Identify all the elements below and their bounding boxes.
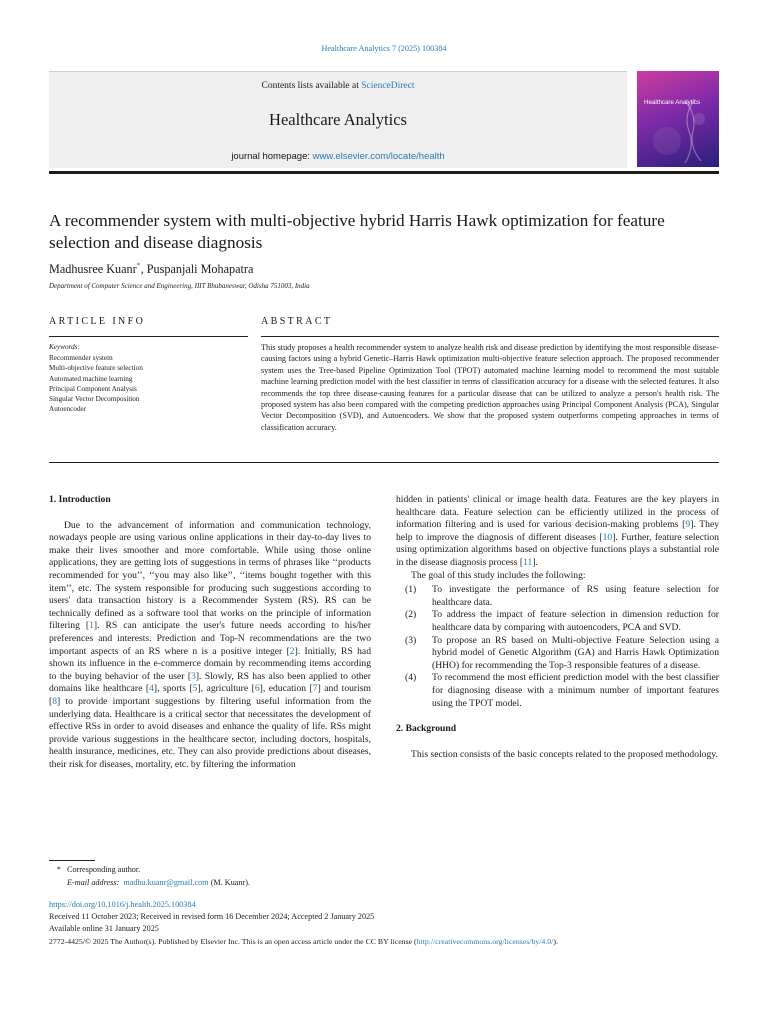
journal-reference[interactable]: Healthcare Analytics 7 (2025) 100384 bbox=[321, 44, 447, 53]
article-info-heading: ARTICLE INFO bbox=[49, 316, 146, 327]
keyword-item: Automated machine learning bbox=[49, 374, 133, 383]
front-matter-divider bbox=[49, 462, 719, 463]
email-link[interactable]: madhu.kuanr@gmail.com bbox=[123, 878, 209, 887]
body-column-left bbox=[49, 494, 371, 771]
homepage-link[interactable]: www.elsevier.com/locate/health bbox=[312, 151, 445, 162]
footnote-mark: * bbox=[56, 865, 61, 874]
citation-link[interactable]: 9 bbox=[685, 519, 691, 531]
contents-prefix: Contents lists available at bbox=[261, 81, 362, 91]
sciencedirect-link[interactable]: ScienceDirect bbox=[361, 81, 415, 91]
citation-link[interactable]: 6 bbox=[254, 683, 260, 695]
abstract-rule bbox=[261, 336, 719, 337]
keyword-item: Autoencoder bbox=[49, 405, 87, 414]
keyword-item: Singular Vector Decomposition bbox=[49, 395, 140, 404]
goal-item: (4) To recommend the most efficient prediction model with the best classifier for diagnosing disease with a minimum number of important features using the TPOT model. bbox=[405, 672, 719, 709]
author-name[interactable]: Puspanjali Mohapatra bbox=[146, 262, 254, 277]
abstract-text: This study proposes a health recommender system to analyze health risk and disease prediction by identifying the most responsible disease-causing factors using a hybrid Genetic–Harris Hawk optimization multi-objective feature selection approach. The proposed recommender system uses the Tree-based Pipeline Optimization Tool (TPOT) automated machine learning model to recommend the most suitable machine learning prediction model with the best classifier in terms of classification accuracy for a disease with the selected features. It also recommends the top three disease-causing features for a particular disease that can be utilized to analyze a person's health risk. The proposed system has also been compared with the competing prediction approaches using Principal Component Analysis (PCA), Singular Vector Decomposition (SVD), and Autoencoders. We show that the proposed system outperforms competing approaches in terms of classification accuracy. bbox=[261, 343, 719, 432]
author-name[interactable]: Madhusree Kuanr bbox=[49, 262, 137, 277]
goal-item: (2) To address the impact of feature selection in dimension reduction for healthcare data by comparing with autoencoders, PCA and SVD. bbox=[405, 609, 719, 633]
footnote-email: E-mail address: madhu.kuanr@gmail.com (M. Kuanr). bbox=[67, 878, 251, 887]
paragraph: The goal of this study includes the following: bbox=[411, 569, 586, 581]
citation-link[interactable]: 5 bbox=[192, 683, 198, 695]
keyword-item: Recommender system bbox=[49, 354, 113, 362]
license-line: 2772-4425/© 2025 The Author(s). Published by Elsevier Inc. This is an open access article under the CC BY license (http://creativecommons.org/licenses/by/4.0/). bbox=[49, 937, 558, 946]
email-label: E-mail address: bbox=[67, 878, 120, 887]
author-separator: , bbox=[140, 262, 147, 277]
citation-link[interactable]: 7 bbox=[312, 683, 318, 695]
online-date: Available online 31 January 2025 bbox=[49, 924, 159, 933]
paragraph: This section consists of the basic concepts related to the proposed methodology. bbox=[411, 748, 718, 760]
abstract-heading: ABSTRACT bbox=[261, 316, 333, 327]
article-title: A recommender system with multi-objective hybrid Harris Hawk optimization for feature selection and disease diagnosis bbox=[49, 211, 665, 252]
citation-link[interactable]: 1 bbox=[89, 620, 94, 632]
affiliation: Department of Computer Science and Engineering, IIIT Bhubaneswar, Odisha 751003, India bbox=[49, 282, 310, 290]
header-divider bbox=[49, 171, 719, 174]
keyword-item: Multi-objective feature selection bbox=[49, 364, 143, 373]
goal-item: (3) To propose an RS based on Multi-objective Feature Selection using a hybrid model of Genetic Algorithm (GA) and Harris Hawk Optimization (HHO) for recommending the Top-3 responsible features of a disease. bbox=[405, 634, 719, 671]
citation-link[interactable]: 10 bbox=[602, 531, 613, 543]
citation-link[interactable]: 11 bbox=[523, 556, 533, 568]
doi-link[interactable]: https://doi.org/10.1016/j.health.2025.100384 bbox=[49, 900, 196, 909]
footnote-rule bbox=[49, 860, 95, 861]
journal-header bbox=[49, 71, 627, 168]
cover-title: Healthcare Analytics bbox=[644, 99, 701, 106]
received-dates: Received 11 October 2023; Received in revised form 16 December 2024; Accepted 2 January 2025 bbox=[49, 912, 375, 921]
body-column-right bbox=[396, 494, 719, 761]
section-heading: 2. Background bbox=[396, 723, 457, 735]
section-heading: 1. Introduction bbox=[49, 494, 111, 505]
keyword-list bbox=[49, 353, 249, 415]
citation-link[interactable]: 2 bbox=[289, 645, 295, 657]
keywords-label: Keywords: bbox=[49, 343, 80, 351]
keyword-item: Principal Component Analysis bbox=[49, 384, 137, 393]
license-link[interactable]: http://creativecommons.org/licenses/by/4.0/ bbox=[416, 937, 554, 946]
paragraph: hidden in patients' clinical or image health data. Features are the key players in healthcare data. Feature selection can be efficiently utilized in the process of information filtering and is used for various decision-making problems [9]. They help to improve the diagnosis of different diseases [10]. Further, feature selection using optimization algorithms based on objective functions plays a substantial role in the disease diagnosis process [11]. bbox=[396, 494, 719, 568]
citation-link[interactable]: 8 bbox=[52, 695, 57, 707]
journal-name: Healthcare Analytics bbox=[269, 110, 407, 129]
homepage-line bbox=[49, 151, 627, 162]
article-info-rule bbox=[49, 336, 248, 337]
homepage-prefix: journal homepage: bbox=[231, 151, 313, 162]
paragraph: Due to the advancement of information and communication technology, nowadays people are using various online applications in their day-to-day lives to make their lives smoother and more comfortable. While using those online applications, they are getting lots of suggestions in terms of phrases like ‘‘products recommended for you’’, ‘‘you may also like’’, ‘‘items bought together with this item’’, etc. The system responsible for producing such suggestions according to users' data transaction history is a Recommender System (RS). RS can be technically defined as a software tool that works on the principle of information filtering [1]. RS can anticipate the user's future needs according to his/her preferences and interests. Prediction and Top-N recommendations are the two important aspects of an RS where n is a positive integer [2]. Initially, RS had shown its influence in the e-commerce domain by recommending items according to the buying behavior of the user [3]. Slowly, RS has also been applied to other domains like healthcare [4], sports [5], agriculture [6], education [7] and tourism [8] to provide important suggestions by filtering useful information from the underlying data. Healthcare is a critical sector that necessitates the development of effective RSs in order to avoid diseases and enhance the quality of life. RSs might provide various suggestions in the healthcare sector, including doctors, hospitals, health insurance, medicines, etc. They can also provide predictions about diseases, their risk for diseases, mortality, etc. by filtering the information bbox=[49, 519, 372, 770]
journal-cover[interactable] bbox=[637, 71, 719, 167]
cover-art-icon bbox=[637, 71, 719, 167]
corresponding-author-mark[interactable]: * bbox=[136, 261, 141, 270]
author-list bbox=[49, 261, 253, 277]
footnote-corresponding: * Corresponding author. bbox=[49, 864, 140, 876]
contents-line bbox=[49, 81, 627, 91]
citation-link[interactable]: 3 bbox=[191, 670, 196, 682]
goal-list bbox=[396, 584, 719, 710]
citation-link[interactable]: 4 bbox=[149, 683, 154, 695]
goal-item: (1) To investigate the performance of RS using feature selection for healthcare data. bbox=[405, 584, 719, 608]
